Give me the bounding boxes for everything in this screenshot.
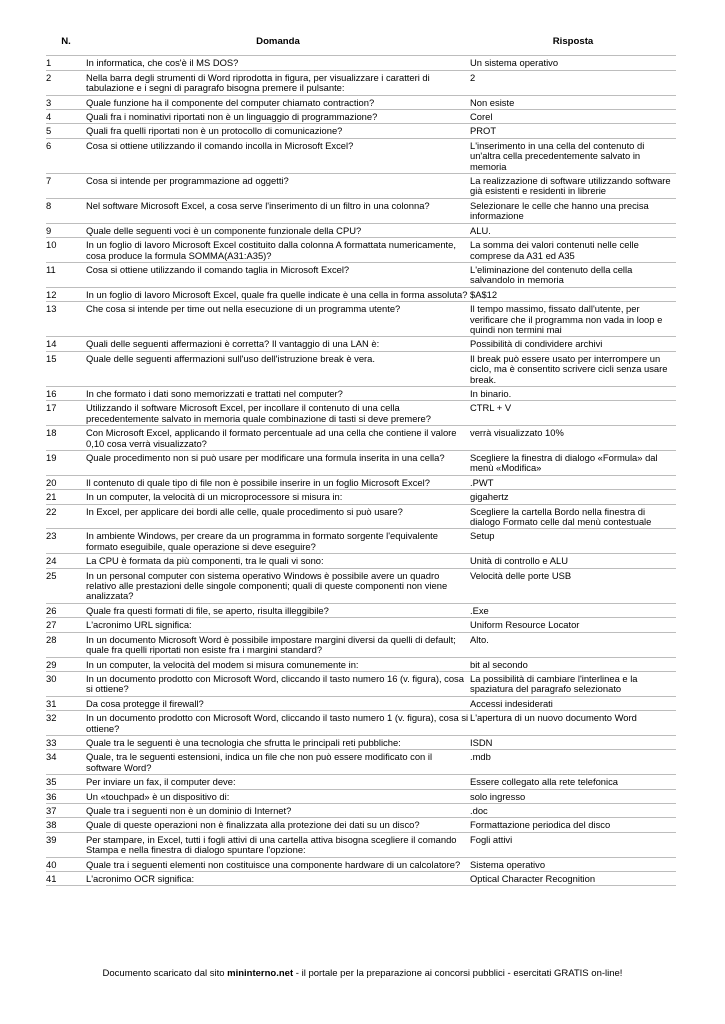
answer-cell: .mdb xyxy=(470,750,676,775)
table-row xyxy=(46,603,676,617)
question-cell: Quale tra i seguenti non è un dominio di Internet? xyxy=(86,803,470,817)
answer-cell: Unità di controllo e ALU xyxy=(470,554,676,568)
row-number: 27 xyxy=(46,618,86,632)
answer-cell: Uniform Resource Locator xyxy=(470,618,676,632)
row-number: 24 xyxy=(46,554,86,568)
question-cell: Cosa si ottiene utilizzando il comando taglia in Microsoft Excel? xyxy=(86,262,470,287)
table-row xyxy=(46,490,676,504)
row-number: 11 xyxy=(46,262,86,287)
question-cell: Da cosa protegge il firewall? xyxy=(86,696,470,710)
answer-cell: .PWT xyxy=(470,475,676,489)
question-cell: Quale funzione ha il componente del computer chiamato contraction? xyxy=(86,95,470,109)
table-row xyxy=(46,223,676,237)
question-cell: In un computer, la velocità del modem si misura comunemente in: xyxy=(86,657,470,671)
answer-cell: L'inserimento in una cella del contenuto di un'altra cella precedentemente salvato in memoria xyxy=(470,138,676,173)
question-cell: Quale procedimento non si può usare per modificare una formula inserita in una cella? xyxy=(86,451,470,476)
row-number: 19 xyxy=(46,451,86,476)
row-number: 26 xyxy=(46,603,86,617)
answer-cell: solo ingresso xyxy=(470,789,676,803)
question-cell: L'acronimo URL significa: xyxy=(86,618,470,632)
answer-cell: Formattazione periodica del disco xyxy=(470,818,676,832)
table-row xyxy=(46,657,676,671)
question-cell: Quali delle seguenti affermazioni è corretta? Il vantaggio di una LAN è: xyxy=(86,337,470,351)
row-number: 6 xyxy=(46,138,86,173)
table-row xyxy=(46,198,676,223)
table-row xyxy=(46,872,676,886)
column-header-number: N. xyxy=(46,34,86,56)
row-number: 33 xyxy=(46,735,86,749)
answer-cell: L'eliminazione del contenuto della cella salvandolo in memoria xyxy=(470,262,676,287)
question-cell: Per stampare, in Excel, tutti i fogli attivi di una cartella attiva bisogna scegliere il comando Stampa e nella finestra di dialogo spuntare l'opzione: xyxy=(86,832,470,857)
answer-cell: PROT xyxy=(470,124,676,138)
answer-cell: Accessi indesiderati xyxy=(470,696,676,710)
row-number: 4 xyxy=(46,110,86,124)
row-number: 23 xyxy=(46,529,86,554)
row-number: 16 xyxy=(46,386,86,400)
table-row xyxy=(46,504,676,529)
table-row xyxy=(46,568,676,603)
answer-cell: In binario. xyxy=(470,386,676,400)
answer-cell: 2 xyxy=(470,70,676,95)
question-cell: In Excel, per applicare dei bordi alle celle, quale procedimento si può usare? xyxy=(86,504,470,529)
question-cell: In ambiente Windows, per creare da un programma in formato sorgente l'equivalente formato eseguibile, quale operazione si deve eseguire? xyxy=(86,529,470,554)
quiz-table xyxy=(46,34,676,886)
question-cell: Quale, tra le seguenti estensioni, indica un file che non può essere modificato con il software Word? xyxy=(86,750,470,775)
table-row xyxy=(46,110,676,124)
row-number: 37 xyxy=(46,803,86,817)
footer-prefix: Documento scaricato dal sito xyxy=(102,968,228,979)
answer-cell: Setup xyxy=(470,529,676,554)
answer-cell: Scegliere la cartella Bordo nella finestra di dialogo Formato celle dal menù contestuale xyxy=(470,504,676,529)
table-body xyxy=(46,56,676,886)
row-number: 2 xyxy=(46,70,86,95)
question-cell: In un computer, la velocità di un microprocessore si misura in: xyxy=(86,490,470,504)
question-cell: Quale delle seguenti voci è un componente funzionale della CPU? xyxy=(86,223,470,237)
question-cell: In che formato i dati sono memorizzati e trattati nel computer? xyxy=(86,386,470,400)
answer-cell: La realizzazione di software utilizzando software già esistenti e residenti in librerie xyxy=(470,174,676,199)
footer-suffix: - il portale per la preparazione ai concorsi pubblici - esercitati GRATIS on-line! xyxy=(293,968,623,979)
answer-cell: Il break può essere usato per interrompere un ciclo, ma è consentito scrivere cicli senza usare break. xyxy=(470,351,676,386)
row-number: 18 xyxy=(46,426,86,451)
table-row xyxy=(46,302,676,337)
question-cell: Cosa si intende per programmazione ad oggetti? xyxy=(86,174,470,199)
answer-cell: Corel xyxy=(470,110,676,124)
table-row xyxy=(46,70,676,95)
question-cell: Quali fra i nominativi riportati non è un linguaggio di programmazione? xyxy=(86,110,470,124)
question-cell: La CPU è formata da più componenti, tra le quali vi sono: xyxy=(86,554,470,568)
row-number: 12 xyxy=(46,287,86,301)
answer-cell: Essere collegato alla rete telefonica xyxy=(470,775,676,789)
answer-cell: CTRL + V xyxy=(470,401,676,426)
table-row xyxy=(46,632,676,657)
answer-cell: Possibilità di condividere archivi xyxy=(470,337,676,351)
table-row xyxy=(46,671,676,696)
answer-cell: verrà visualizzato 10% xyxy=(470,426,676,451)
question-cell: Quale tra i seguenti elementi non costituisce una componente hardware di un calcolatore? xyxy=(86,857,470,871)
answer-cell: Alto. xyxy=(470,632,676,657)
table-row xyxy=(46,95,676,109)
row-number: 1 xyxy=(46,56,86,70)
answer-cell: .doc xyxy=(470,803,676,817)
question-cell: Nella barra degli strumenti di Word riprodotta in figura, per visualizzare i caratteri di tabulazione e i segni di paragrafo bisogna premere il pulsante: xyxy=(86,70,470,95)
row-number: 38 xyxy=(46,818,86,832)
question-cell: In un personal computer con sistema operativo Windows è possibile avere un quadro relativo alle prestazioni delle singole componenti; quali di queste componenti non viene analizzata? xyxy=(86,568,470,603)
question-cell: In un foglio di lavoro Microsoft Excel, quale fra quelle indicate è una cella in forma assoluta? xyxy=(86,287,470,301)
question-cell: L'acronimo OCR significa: xyxy=(86,872,470,886)
table-row xyxy=(46,124,676,138)
answer-cell: Un sistema operativo xyxy=(470,56,676,70)
column-header-question: Domanda xyxy=(86,34,470,56)
answer-cell: Optical Character Recognition xyxy=(470,872,676,886)
table-row xyxy=(46,857,676,871)
answer-cell: gigahertz xyxy=(470,490,676,504)
table-row xyxy=(46,262,676,287)
row-number: 34 xyxy=(46,750,86,775)
row-number: 32 xyxy=(46,711,86,736)
answer-cell: Il tempo massimo, fissato dall'utente, per verificare che il programma non vada in loop e quindi non termini mai xyxy=(470,302,676,337)
answer-cell: Scegliere la finestra di dialogo «Formula» dal menù «Modifica» xyxy=(470,451,676,476)
row-number: 20 xyxy=(46,475,86,489)
row-number: 28 xyxy=(46,632,86,657)
row-number: 15 xyxy=(46,351,86,386)
question-cell: Con Microsoft Excel, applicando il formato percentuale ad una cella che contiene il valore 0,10 cosa verrà visualizzato? xyxy=(86,426,470,451)
row-number: 31 xyxy=(46,696,86,710)
row-number: 22 xyxy=(46,504,86,529)
table-row xyxy=(46,451,676,476)
question-cell: Quale delle seguenti affermazioni sull'uso dell'istruzione break è vera. xyxy=(86,351,470,386)
question-cell: Quale fra questi formati di file, se aperto, risulta illeggibile? xyxy=(86,603,470,617)
question-cell: Cosa si ottiene utilizzando il comando incolla in Microsoft Excel? xyxy=(86,138,470,173)
table-row xyxy=(46,138,676,173)
row-number: 13 xyxy=(46,302,86,337)
question-cell: In un documento prodotto con Microsoft Word, cliccando il tasto numero 16 (v. figura), cosa si ottiene? xyxy=(86,671,470,696)
footer-site-link[interactable]: mininterno.net xyxy=(227,968,294,979)
row-number: 21 xyxy=(46,490,86,504)
table-row xyxy=(46,803,676,817)
table-row xyxy=(46,337,676,351)
answer-cell: Fogli attivi xyxy=(470,832,676,857)
row-number: 40 xyxy=(46,857,86,871)
question-cell: Un «touchpad» è un dispositivo di: xyxy=(86,789,470,803)
answer-cell: ALU. xyxy=(470,223,676,237)
answer-cell: bit al secondo xyxy=(470,657,676,671)
question-cell: In un foglio di lavoro Microsoft Excel costituito dalla colonna A formattata numericamente, cosa produce la formula SOMMA(A31:A35)? xyxy=(86,238,470,263)
row-number: 29 xyxy=(46,657,86,671)
row-number: 41 xyxy=(46,872,86,886)
row-number: 10 xyxy=(46,238,86,263)
row-number: 5 xyxy=(46,124,86,138)
table-row xyxy=(46,529,676,554)
table-row xyxy=(46,818,676,832)
answer-cell: La somma dei valori contenuti nelle celle comprese da A31 ed A35 xyxy=(470,238,676,263)
table-row xyxy=(46,351,676,386)
question-cell: In informatica, che cos'è il MS DOS? xyxy=(86,56,470,70)
row-number: 39 xyxy=(46,832,86,857)
table-row xyxy=(46,475,676,489)
column-header-answer: Risposta xyxy=(470,34,676,56)
table-row xyxy=(46,174,676,199)
row-number: 8 xyxy=(46,198,86,223)
table-row xyxy=(46,401,676,426)
table-row xyxy=(46,832,676,857)
row-number: 36 xyxy=(46,789,86,803)
question-cell: In un documento prodotto con Microsoft Word, cliccando il tasto numero 1 (v. figura), cosa si ottiene? xyxy=(86,712,469,734)
table-row xyxy=(46,386,676,400)
question-cell: Che cosa si intende per time out nella esecuzione di un programma utente? xyxy=(86,302,470,337)
row-number: 14 xyxy=(46,337,86,351)
document-page xyxy=(46,34,676,886)
row-number: 30 xyxy=(46,671,86,696)
table-row xyxy=(46,238,676,263)
footer-note xyxy=(0,968,725,979)
table-header-row xyxy=(46,34,676,56)
answer-cell: Selezionare le celle che hanno una precisa informazione xyxy=(470,198,676,223)
answer-cell: Sistema operativo xyxy=(470,857,676,871)
table-row xyxy=(46,554,676,568)
question-cell: Il contenuto di quale tipo di file non è possibile inserire in un foglio Microsoft Excel? xyxy=(86,475,470,489)
answer-cell: La possibilità di cambiare l'interlinea e la spaziatura del paragrafo selezionato xyxy=(470,671,676,696)
answer-cell: L'apertura di un nuovo documento Word xyxy=(470,711,676,736)
question-cell: Quale di queste operazioni non è finalizzata alla protezione dei dati su un disco? xyxy=(86,818,470,832)
answer-cell: Velocità delle porte USB xyxy=(470,568,676,603)
question-cell: In un documento Microsoft Word è possibile impostare margini diversi da quelli di default; quale fra quelli riportati non esiste fra i margini standard? xyxy=(86,632,470,657)
row-number: 25 xyxy=(46,568,86,603)
table-row xyxy=(46,750,676,775)
row-number: 17 xyxy=(46,401,86,426)
row-number: 7 xyxy=(46,174,86,199)
question-cell: Quale tra le seguenti è una tecnologia che sfrutta le principali reti pubbliche: xyxy=(86,735,470,749)
answer-cell: $A$12 xyxy=(470,287,676,301)
table-row xyxy=(46,735,676,749)
table-row xyxy=(46,56,676,70)
table-row xyxy=(46,287,676,301)
table-row xyxy=(46,775,676,789)
question-cell: Utilizzando il software Microsoft Excel, per incollare il contenuto di una cella precedentemente salvato in memoria quale combinazione di tasti si deve premere? xyxy=(86,401,470,426)
table-row xyxy=(46,789,676,803)
answer-cell: Non esiste xyxy=(470,95,676,109)
question-cell: Per inviare un fax, il computer deve: xyxy=(86,775,470,789)
question-cell: Nel software Microsoft Excel, a cosa serve l'inserimento di un filtro in una colonna? xyxy=(86,198,470,223)
question-cell: Quali fra quelli riportati non è un protocollo di comunicazione? xyxy=(86,124,470,138)
table-row xyxy=(46,618,676,632)
table-row xyxy=(46,426,676,451)
row-number: 9 xyxy=(46,223,86,237)
table-row xyxy=(46,696,676,710)
answer-cell: .Exe xyxy=(470,603,676,617)
row-number: 35 xyxy=(46,775,86,789)
table-row xyxy=(46,711,676,736)
answer-cell: ISDN xyxy=(470,735,676,749)
row-number: 3 xyxy=(46,95,86,109)
